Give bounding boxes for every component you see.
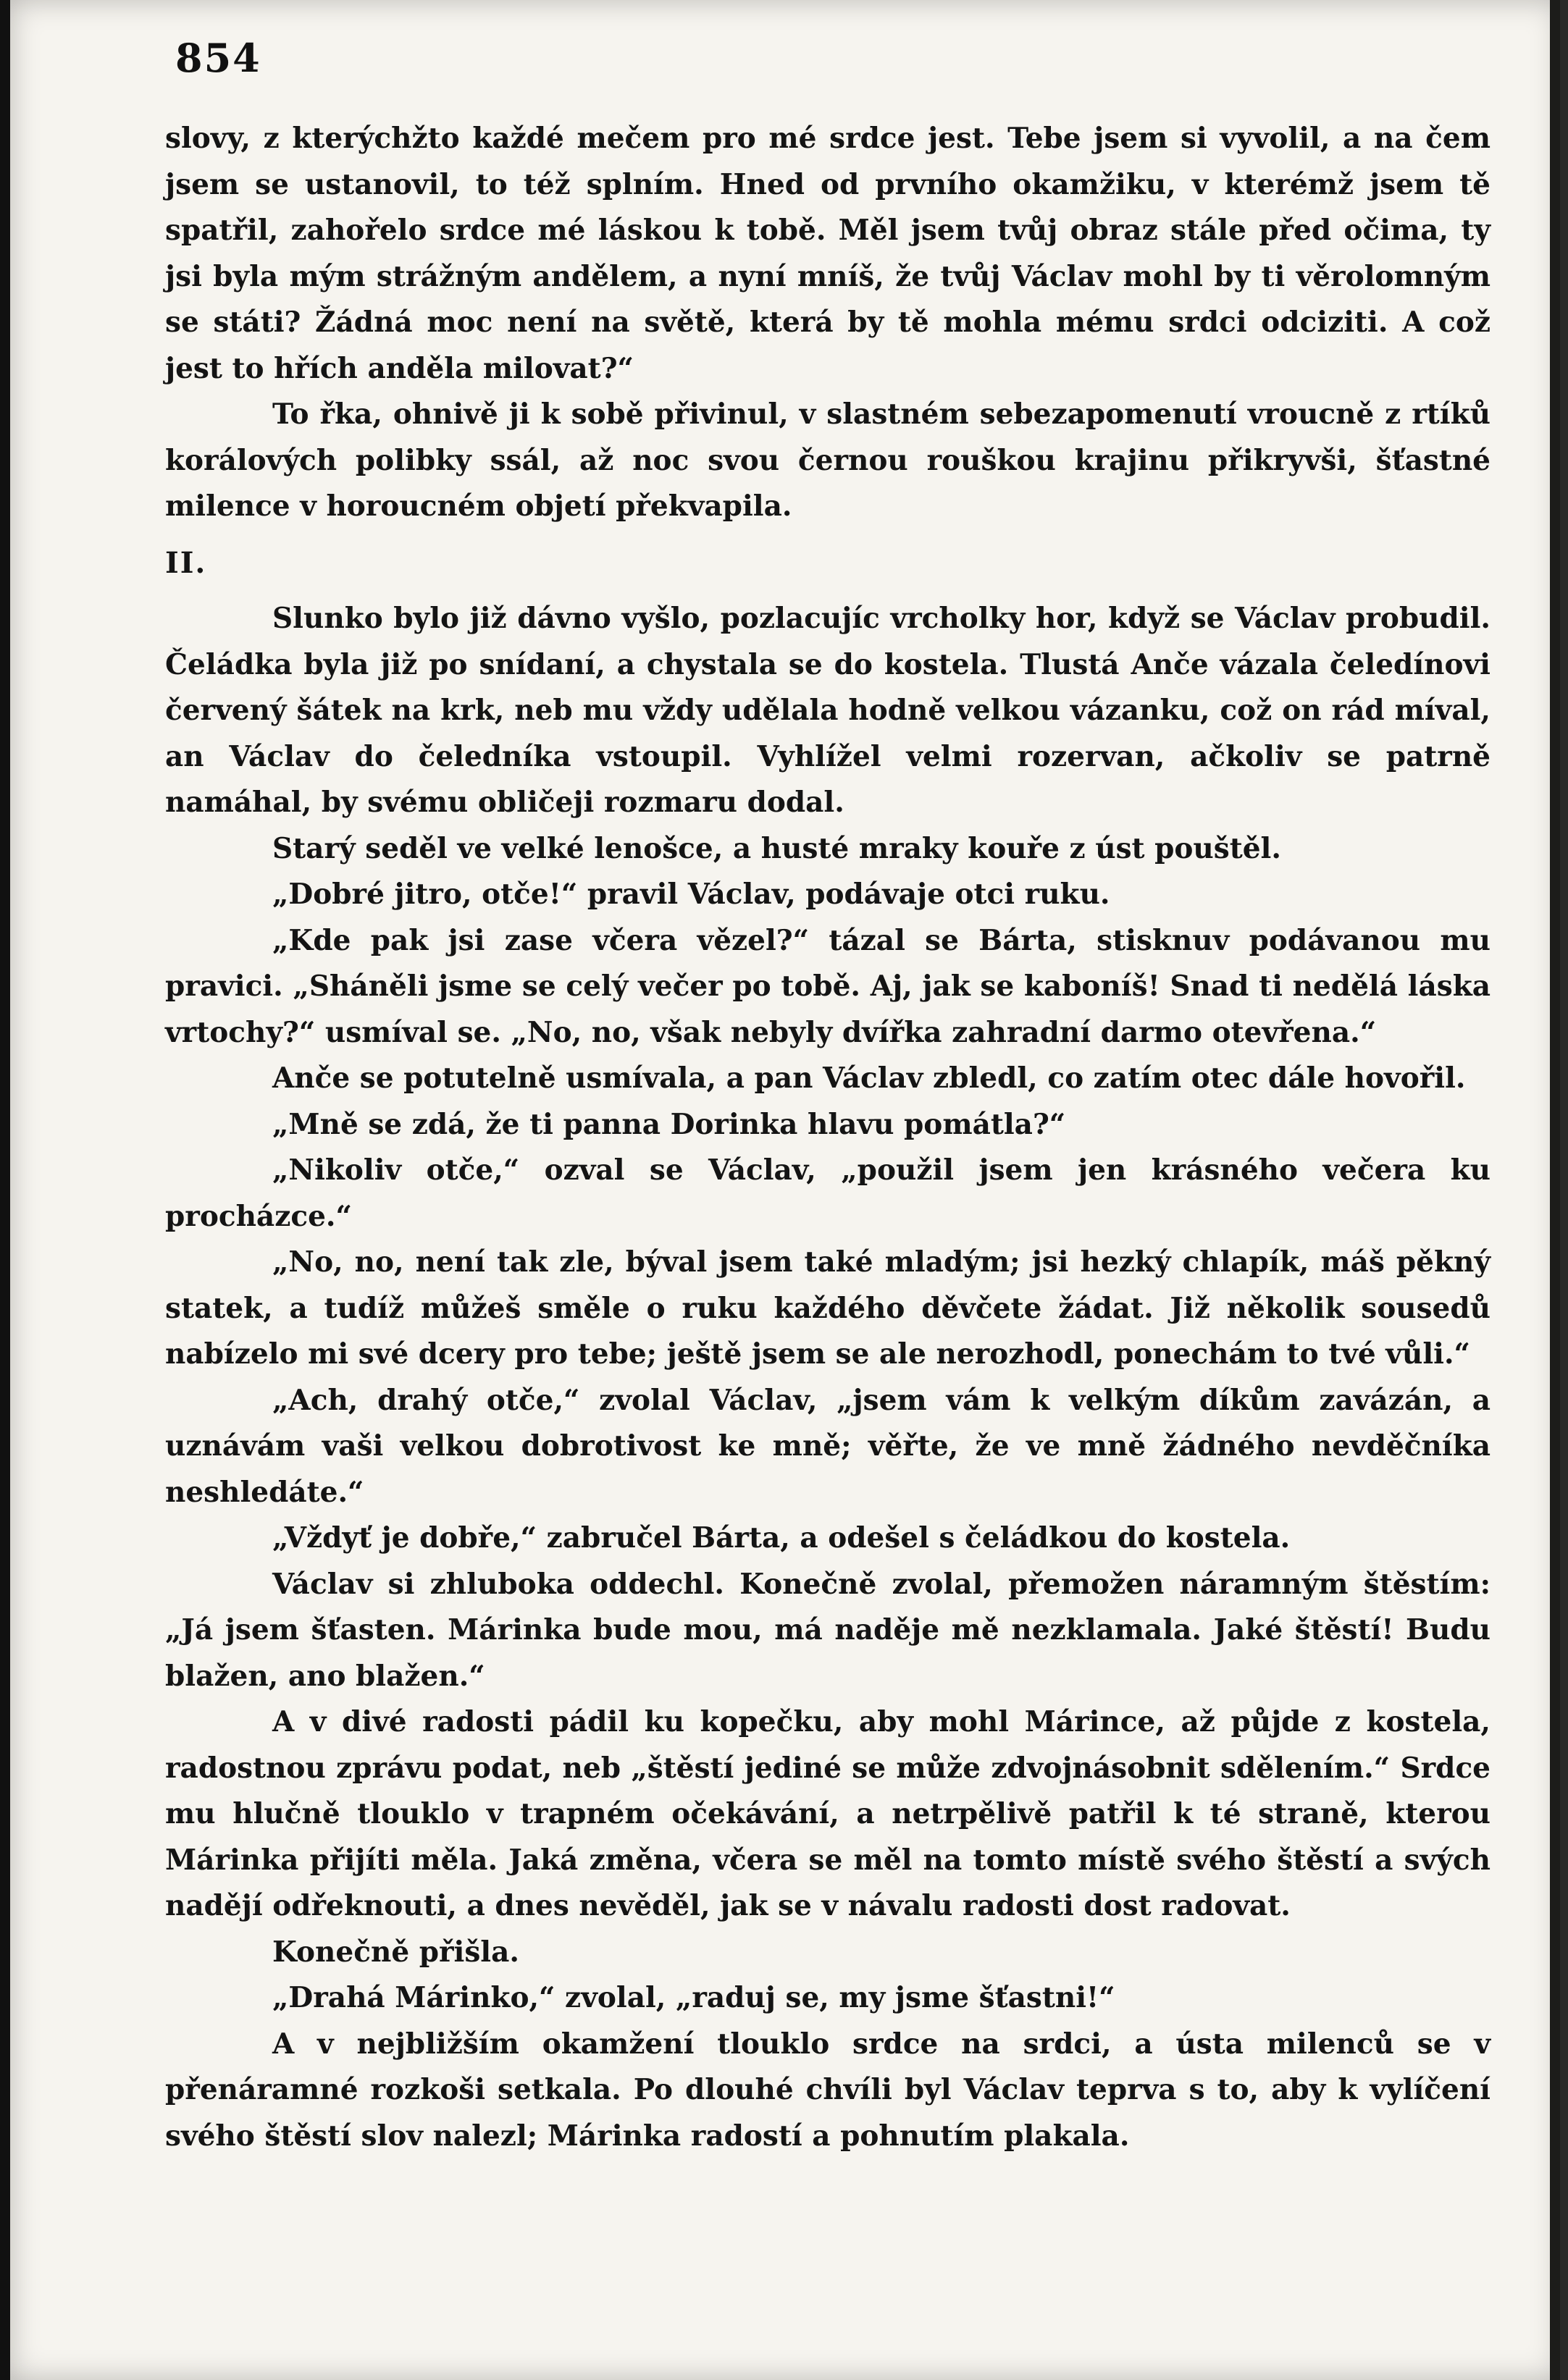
paragraph: A v nejbližším okamžení tlouklo srdce na srdci, a ústa milenců se v přenáramné rozkoši setkala. Po dlouhé chvíli byl Václav teprva s to, aby k vylíčení svého štěstí slov nalezl; Márinka radostí a pohnutím plakala.: [165, 2027, 1491, 2153]
paragraph: Starý seděl ve velké lenošce, a husté mraky kouře z úst pouštěl.: [272, 831, 1281, 865]
paragraph: Konečně přišla.: [272, 1935, 519, 1969]
paragraph: Slunko bylo již dávno vyšlo, pozlacujíc vrcholky hor, když se Václav probudil. Čeládka byla již po snídaní, a chystala se do kostela. Tlustá Anče vázala čeledínovi červený šátek na krk, neb mu vždy udělala hodně velkou vázanku, což on rád míval, an Václav do čeledníka vstoupil. Vyhlížel velmi rozervan, ačkoliv se patrně namáhal, by svému obličeji rozmaru dodal.: [165, 602, 1491, 819]
paragraph: „Drahá Márinko,“ zvolal, „raduj se, my jsme šťastni!“: [272, 1981, 1115, 2014]
section-heading: II.: [165, 545, 207, 580]
book-page: [10, 0, 1560, 2380]
paragraph: „Ach, drahý otče,“ zvolal Václav, „jsem vám k velkým díkům zavázán, a uznávám vaši velkou dobrotivost ke mně; věřte, že ve mně žádného nevděčníka neshledáte.“: [165, 1383, 1491, 1509]
paragraph: Václav si zhluboka oddechl. Konečně zvolal, přemožen náramným štěstím: „Já jsem šťasten. Márinka bude mou, má naděje mě nezklamala. Jaké štěstí! Budu blažen, ano blažen.“: [165, 1567, 1491, 1693]
paragraph: „Vždyť je dobře,“ zabručel Bárta, a odešel s čeládkou do kostela.: [272, 1521, 1291, 1555]
paragraph: Anče se potutelně usmívala, a pan Václav zbledl, co zatím otec dále hovořil.: [272, 1061, 1466, 1095]
paragraph: „Kde pak jsi zase včera vězel?“ tázal se Bárta, stisknuv podávanou mu pravici. „Sháněli jsme se celý večer po tobě. Aj, jak se kaboníš! Snad ti nedělá láska vrtochy?“ usmíval se. „No, no, však nebyly dvířka zahradní darmo otevřena.“: [165, 923, 1491, 1049]
paragraph: To řka, ohnivě ji k sobě přivinul, v slastném sebezapomenutí vroucně z rtíků korálových polibky ssál, až noc svou černou rouškou krajinu přikryvši, šťastné milence v horoucném objetí překvapila.: [165, 398, 1491, 523]
paragraph: „No, no, není tak zle, býval jsem také mladým; jsi hezký chlapík, máš pěkný statek, a tudíž můžeš směle o ruku každého děvčete žádat. Již několik sousedů nabízelo mi své dcery pro tebe; ještě jsem se ale nerozhodl, ponechám to tvé vůli.“: [165, 1245, 1491, 1371]
paragraph: slovy, z kterýchžto každé mečem pro mé srdce jest. Tebe jsem si vyvolil, a na čem jsem se ustanovil, to též splním. Hned od prvního okamžiku, v kterémž jsem tě spatřil, zahořelo srdce mé láskou k tobě. Měl jsem tvůj obraz stále před očima, ty jsi byla mým strážným andělem, a nyní mníš, že tvůj Václav mohl by ti věrolomným se státi? Žádná moc není na světě, která by tě mohla mému srdci odciziti. A což jest to hřích anděla milovat?“: [165, 122, 1491, 385]
scan-left-edge: [0, 0, 10, 2380]
paragraph: „Dobré jitro, otče!“ pravil Václav, podávaje otci ruku.: [272, 878, 1110, 911]
paragraph: „Nikoliv otče,“ ozval se Václav, „použil jsem jen krásného večera ku procházce.“: [165, 1153, 1491, 1233]
paragraph: „Mně se zdá, že ti panna Dorinka hlavu pomátla?“: [272, 1107, 1066, 1141]
page-number: 854: [175, 35, 261, 81]
scan-right-edge: [1550, 0, 1560, 2380]
paragraph: A v divé radosti pádil ku kopečku, aby mohl Márince, až půjde z kostela, radostnou zprávu podat, neb „štěstí jediné se může zdvojnásobnit sdělením.“ Srdce mu hlučně tlouklo v trapném očekávání, a netrpělivě patřil k té straně, kterou Márinka přijíti měla. Jaká změna, včera se měl na tomto místě svého štěstí a svých nadějí odřeknouti, a dnes nevěděl, jak se v návalu radosti dost radovat.: [165, 1705, 1491, 1922]
body-text: [165, 116, 1491, 2159]
